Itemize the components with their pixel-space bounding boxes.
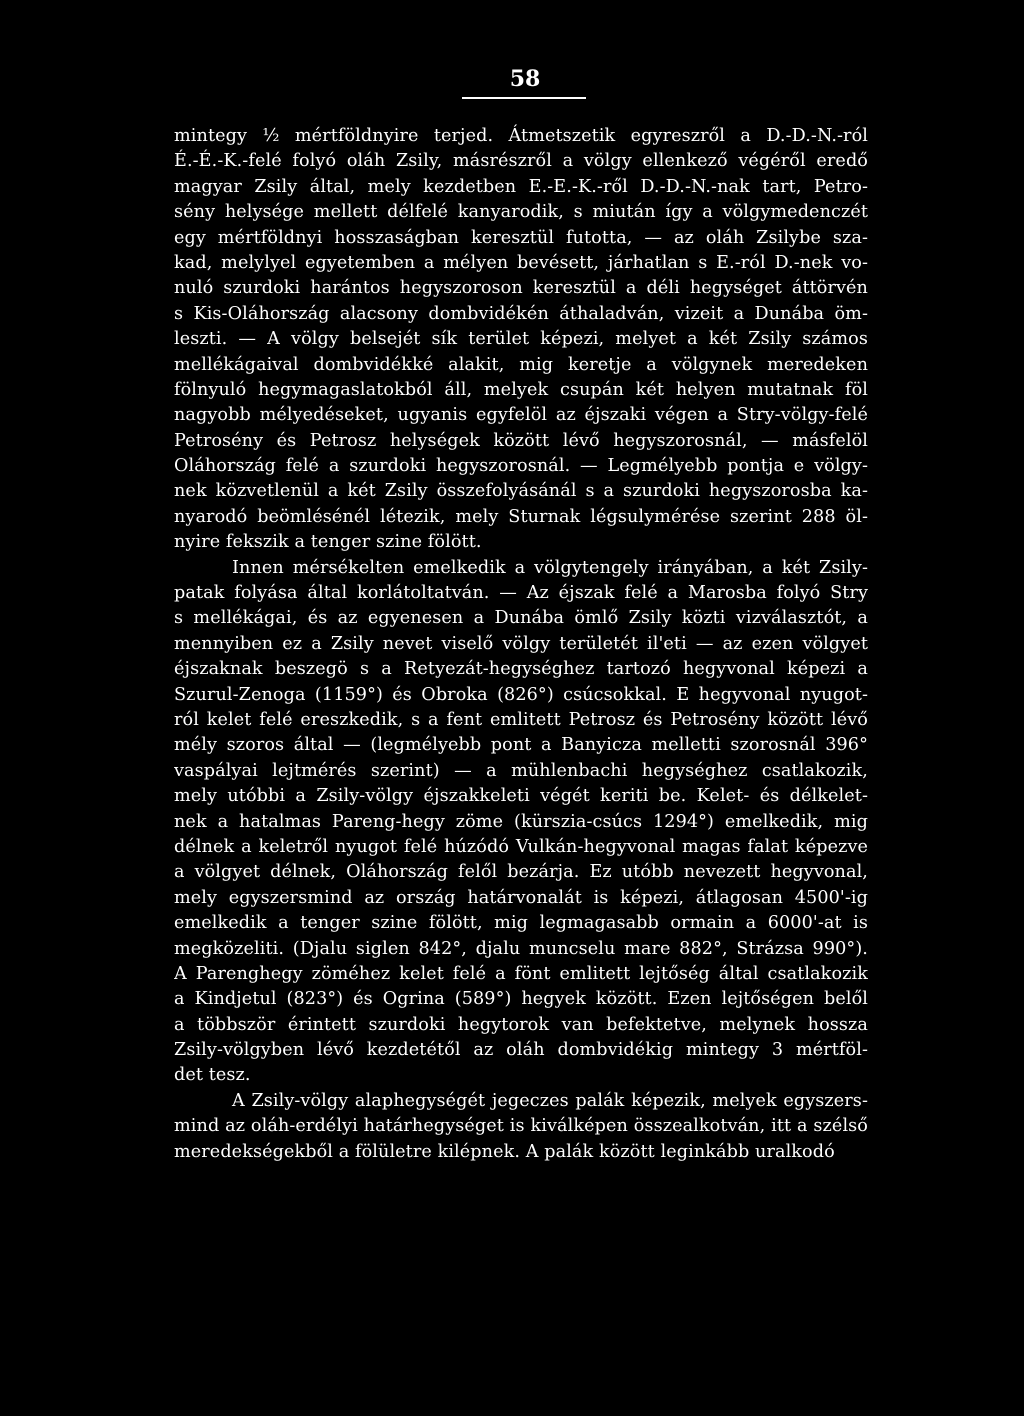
text-line: mellékágaival dombvidékké alakit, mig keretje a völgynek meredeken bbox=[174, 354, 868, 375]
text-line: patak folyása által korlátoltatván. — Az éjszak felé a Marosba folyó Stry bbox=[174, 583, 868, 604]
text-line: a völgyet délnek, Oláhország felől bezárja. Ez utóbb nevezett hegyvonal, bbox=[174, 862, 868, 883]
text-line: mely egyszersmind az ország határvonalát is képezi, átlagosan 4500'-ig bbox=[174, 887, 868, 908]
text-line: leszti. — A völgy belsejét sík terület képezi, melyet a két Zsily számos bbox=[174, 329, 868, 350]
text-line: meredekségekből a fölületre kilépnek. A palák között leginkább uralkodó bbox=[174, 1141, 835, 1162]
page-number: 58 bbox=[509, 66, 541, 92]
text-line: mély szoros által — (legmélyebb pont a Banyicza melletti szorosnál 396° bbox=[174, 735, 868, 756]
text-line: A Parenghegy zöméhez kelet felé a fönt emlitett lejtőség által csatlakozik bbox=[174, 963, 868, 984]
text-line: nyire fekszik a tenger szine fölött. bbox=[174, 532, 482, 553]
text-line: vaspályai lejtmérés szerint) — a mühlenbachi hegységhez csatlakozik, bbox=[174, 760, 868, 781]
text-line: nyarodó beömlésénél létezik, mely Sturnak légsulymérése szerint 288 öl- bbox=[174, 506, 868, 527]
text-line: éjszaknak beszegö s a Retyezát-hegységhez tartozó hegyvonal képezi a bbox=[174, 659, 868, 680]
text-line: délnek a keletről nyugot felé húzódó Vulkán-hegyvonal magas falat képezve bbox=[174, 836, 868, 857]
text-line: nagyobb mélyedéseket, ugyanis egyfelöl az éjszaki végen a Stry-völgy-felé bbox=[174, 405, 868, 426]
text-line: nuló szurdoki harántos hegyszoroson keresztül a déli hegységet áttörvén bbox=[174, 278, 868, 299]
text-line: a többször érintett szurdoki hegytorok van befektetve, melynek hossza bbox=[174, 1014, 868, 1035]
text-line: fölnyuló hegymagaslatokból áll, melyek csupán két helyen mutatnak föl bbox=[174, 379, 868, 400]
text-line: Oláhország felé a szurdoki hegyszorosnál. — Legmélyebb pontja e völgy- bbox=[174, 456, 868, 477]
page-number-rule bbox=[462, 97, 586, 99]
text-line: É.-É.-K.-felé folyó oláh Zsily, másrészről a völgy ellenkező végéről eredő bbox=[174, 151, 868, 172]
text-line: egy mértföldnyi hosszaságban keresztül futotta, — az oláh Zsilybe sza- bbox=[174, 227, 868, 248]
text-line: emelkedik a tenger szine fölött, mig legmagasabb ormain a 6000'-at is bbox=[174, 913, 868, 934]
text-line: mind az oláh-erdélyi határhegységet is kiválképen összealkotván, itt a szélső bbox=[174, 1116, 868, 1137]
text-line: Szurul-Zenoga (1159°) és Obroka (826°) csúcsokkal. E hegyvonal nyugot- bbox=[174, 684, 868, 705]
text-line: Zsily-völgyben lévő kezdetétől az oláh dombvidékig mintegy 3 mértföl- bbox=[174, 1040, 868, 1061]
text-line: s Kis-Oláhország alacsony dombvidékén áthaladván, vizeit a Dunába öm- bbox=[174, 303, 868, 324]
body-text bbox=[174, 124, 868, 1165]
text-line: nek közvetlenül a két Zsily összefolyásánál s a szurdoki hegyszorosba ka- bbox=[174, 481, 868, 502]
text-line: s mellékágai, és az egyenesen a Dunába ömlő Zsily közti vizválasztót, a bbox=[174, 608, 868, 629]
text-line: Petrosény és Petrosz helységek között lévő hegyszorosnál, — másfelöl bbox=[174, 430, 868, 451]
text-line: mintegy ½ mértföldnyire terjed. Átmetszetik egyreszről a D.-D.-N.-ról bbox=[174, 126, 868, 146]
text-line: ról kelet felé ereszkedik, s a fent emlitett Petrosz és Petrosény között lévő bbox=[174, 709, 868, 730]
text-line: mely utóbbi a Zsily-völgy éjszakkeleti végét keriti be. Kelet- és délkelet- bbox=[174, 786, 868, 807]
text-line: sény helysége mellett délfelé kanyarodik, s miután így a völgymedenczét bbox=[174, 202, 868, 223]
text-line: nek a hatalmas Pareng-hegy zöme (kürszia-csúcs 1294°) emelkedik, mig bbox=[174, 811, 868, 832]
text-line: a Kindjetul (823°) és Ogrina (589°) hegyek között. Ezen lejtőségen belől bbox=[174, 989, 868, 1010]
text-line: det tesz. bbox=[174, 1065, 251, 1086]
text-line: kad, melylyel egyetemben a mélyen bevésett, járhatlan s E.-ról D.-nek vo- bbox=[174, 252, 868, 273]
text-line: magyar Zsily által, mely kezdetben E.-E.-K.-ről D.-D.-N.-nak tart, Petro- bbox=[174, 176, 868, 197]
text-line: Innen mérsékelten emelkedik a völgytengely irányában, a két Zsily- bbox=[232, 557, 868, 578]
text-line: A Zsily-völgy alaphegységét jegeczes palák képezik, melyek egyszers- bbox=[232, 1090, 868, 1111]
text-line: mennyiben ez a Zsily nevet viselő völgy területét il'eti — az ezen völgyet bbox=[174, 633, 868, 654]
text-line: megközeliti. (Djalu siglen 842°, djalu muncselu mare 882°, Strázsa 990°). bbox=[174, 938, 868, 959]
